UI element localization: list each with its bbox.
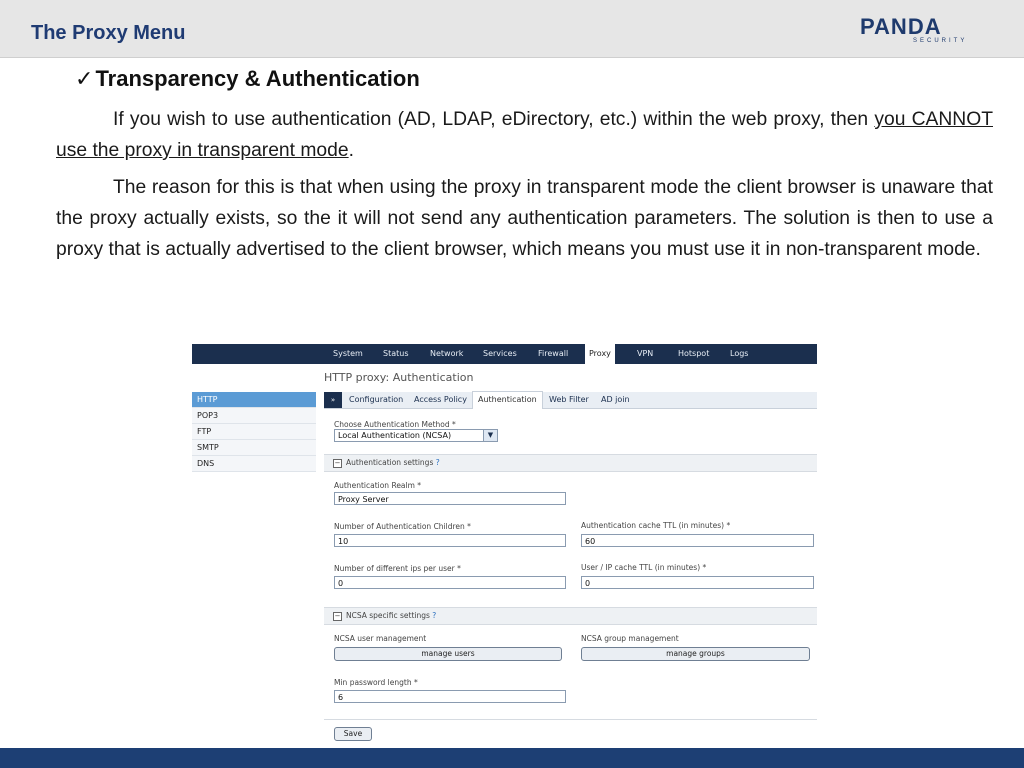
sidebar-item-dns[interactable]: DNS (192, 456, 316, 472)
user-mgmt-label: NCSA user management (334, 634, 427, 643)
children-label: Number of Authentication Children * (334, 522, 471, 531)
min-password-label: Min password length * (334, 678, 418, 687)
proxy-ui-screenshot (192, 344, 817, 747)
sidebar-item-pop3[interactable]: POP3 (192, 408, 316, 424)
slide-footer-band (0, 748, 1024, 768)
paragraph-1-emphasis: you CANNOT use the proxy in transparent mode (56, 109, 993, 161)
cache-ttl-input[interactable]: 60 (581, 534, 814, 547)
nav-system[interactable]: System (333, 349, 363, 358)
collapse-icon[interactable]: − (334, 612, 341, 620)
nav-status[interactable]: Status (383, 349, 409, 358)
method-label: Choose Authentication Method * (334, 420, 456, 429)
realm-input[interactable]: Proxy Server (334, 492, 566, 505)
tab-authentication[interactable]: Authentication (472, 391, 543, 409)
nav-vpn[interactable]: VPN (637, 349, 654, 358)
paragraph-2: The reason for this is that when using the proxy in transparent mode the client browser is unaware that the proxy actually exists, so the it will not send any authentication parameters. The solution is then to use a proxy that is actually advertised to the client browser, which means you must use it in non-transparent mode. (56, 177, 993, 260)
ip-cache-input[interactable]: 0 (581, 576, 814, 589)
section-heading (75, 66, 420, 92)
auth-settings-section[interactable] (324, 454, 817, 472)
auth-method-select[interactable] (334, 429, 498, 442)
group-mgmt-label: NCSA group management (581, 634, 679, 643)
paragraph-1-end: . (348, 140, 354, 161)
ncsa-settings-section[interactable] (324, 607, 817, 625)
manage-groups-button[interactable]: manage groups (581, 647, 810, 661)
sidebar-item-smtp[interactable]: SMTP (192, 440, 316, 456)
nav-logs[interactable]: Logs (730, 349, 749, 358)
tab-ad-join[interactable]: AD join (601, 395, 630, 404)
panda-logo (860, 16, 972, 46)
min-password-input[interactable]: 6 (334, 690, 566, 703)
ncsa-settings-title: NCSA specific settings (346, 611, 430, 620)
chevron-down-icon: ▼ (483, 430, 497, 441)
auth-settings-title: Authentication settings (346, 458, 434, 467)
help-icon[interactable]: ? (432, 611, 437, 620)
ips-label: Number of different ips per user * (334, 564, 461, 573)
nav-services[interactable]: Services (483, 349, 517, 358)
slide-title: The Proxy Menu (31, 22, 186, 44)
nav-network[interactable]: Network (430, 349, 464, 358)
top-navigation (192, 344, 817, 364)
help-icon[interactable]: ? (435, 458, 440, 467)
collapse-icon[interactable]: − (334, 459, 341, 467)
sidebar-item-http[interactable]: HTTP (192, 392, 316, 408)
double-chevron-icon[interactable]: » (324, 392, 342, 408)
tab-access-policy[interactable]: Access Policy (414, 395, 467, 404)
cache-ttl-label: Authentication cache TTL (in minutes) * (581, 521, 731, 530)
tab-configuration[interactable]: Configuration (349, 395, 404, 404)
nav-proxy[interactable]: Proxy (585, 344, 615, 366)
children-input[interactable]: 10 (334, 534, 566, 547)
nav-firewall[interactable]: Firewall (538, 349, 569, 358)
sidebar (192, 392, 316, 472)
ip-cache-label: User / IP cache TTL (in minutes) * (581, 563, 707, 572)
logo-wordmark: PANDA (860, 14, 942, 39)
logo-subtitle: SECURITY (913, 38, 968, 44)
realm-label: Authentication Realm * (334, 481, 422, 490)
auth-method-value: Local Authentication (NCSA) (338, 431, 452, 440)
paragraph-1 (56, 104, 993, 166)
page-title: HTTP proxy: Authentication (324, 371, 474, 384)
sub-tabs (324, 392, 817, 409)
tab-web-filter[interactable]: Web Filter (549, 395, 589, 404)
paragraph-1-text: If you wish to use authentication (AD, LDAP, eDirectory, etc.) within the web proxy, then (113, 109, 875, 130)
divider (324, 719, 817, 720)
checkmark-icon: ✓ (75, 66, 94, 91)
nav-hotspot[interactable]: Hotspot (678, 349, 710, 358)
sidebar-item-ftp[interactable]: FTP (192, 424, 316, 440)
heading-text: Transparency & Authentication (95, 66, 420, 91)
manage-users-button[interactable]: manage users (334, 647, 562, 661)
ips-input[interactable]: 0 (334, 576, 566, 589)
slide-header (0, 0, 1024, 58)
save-button[interactable]: Save (334, 727, 372, 741)
